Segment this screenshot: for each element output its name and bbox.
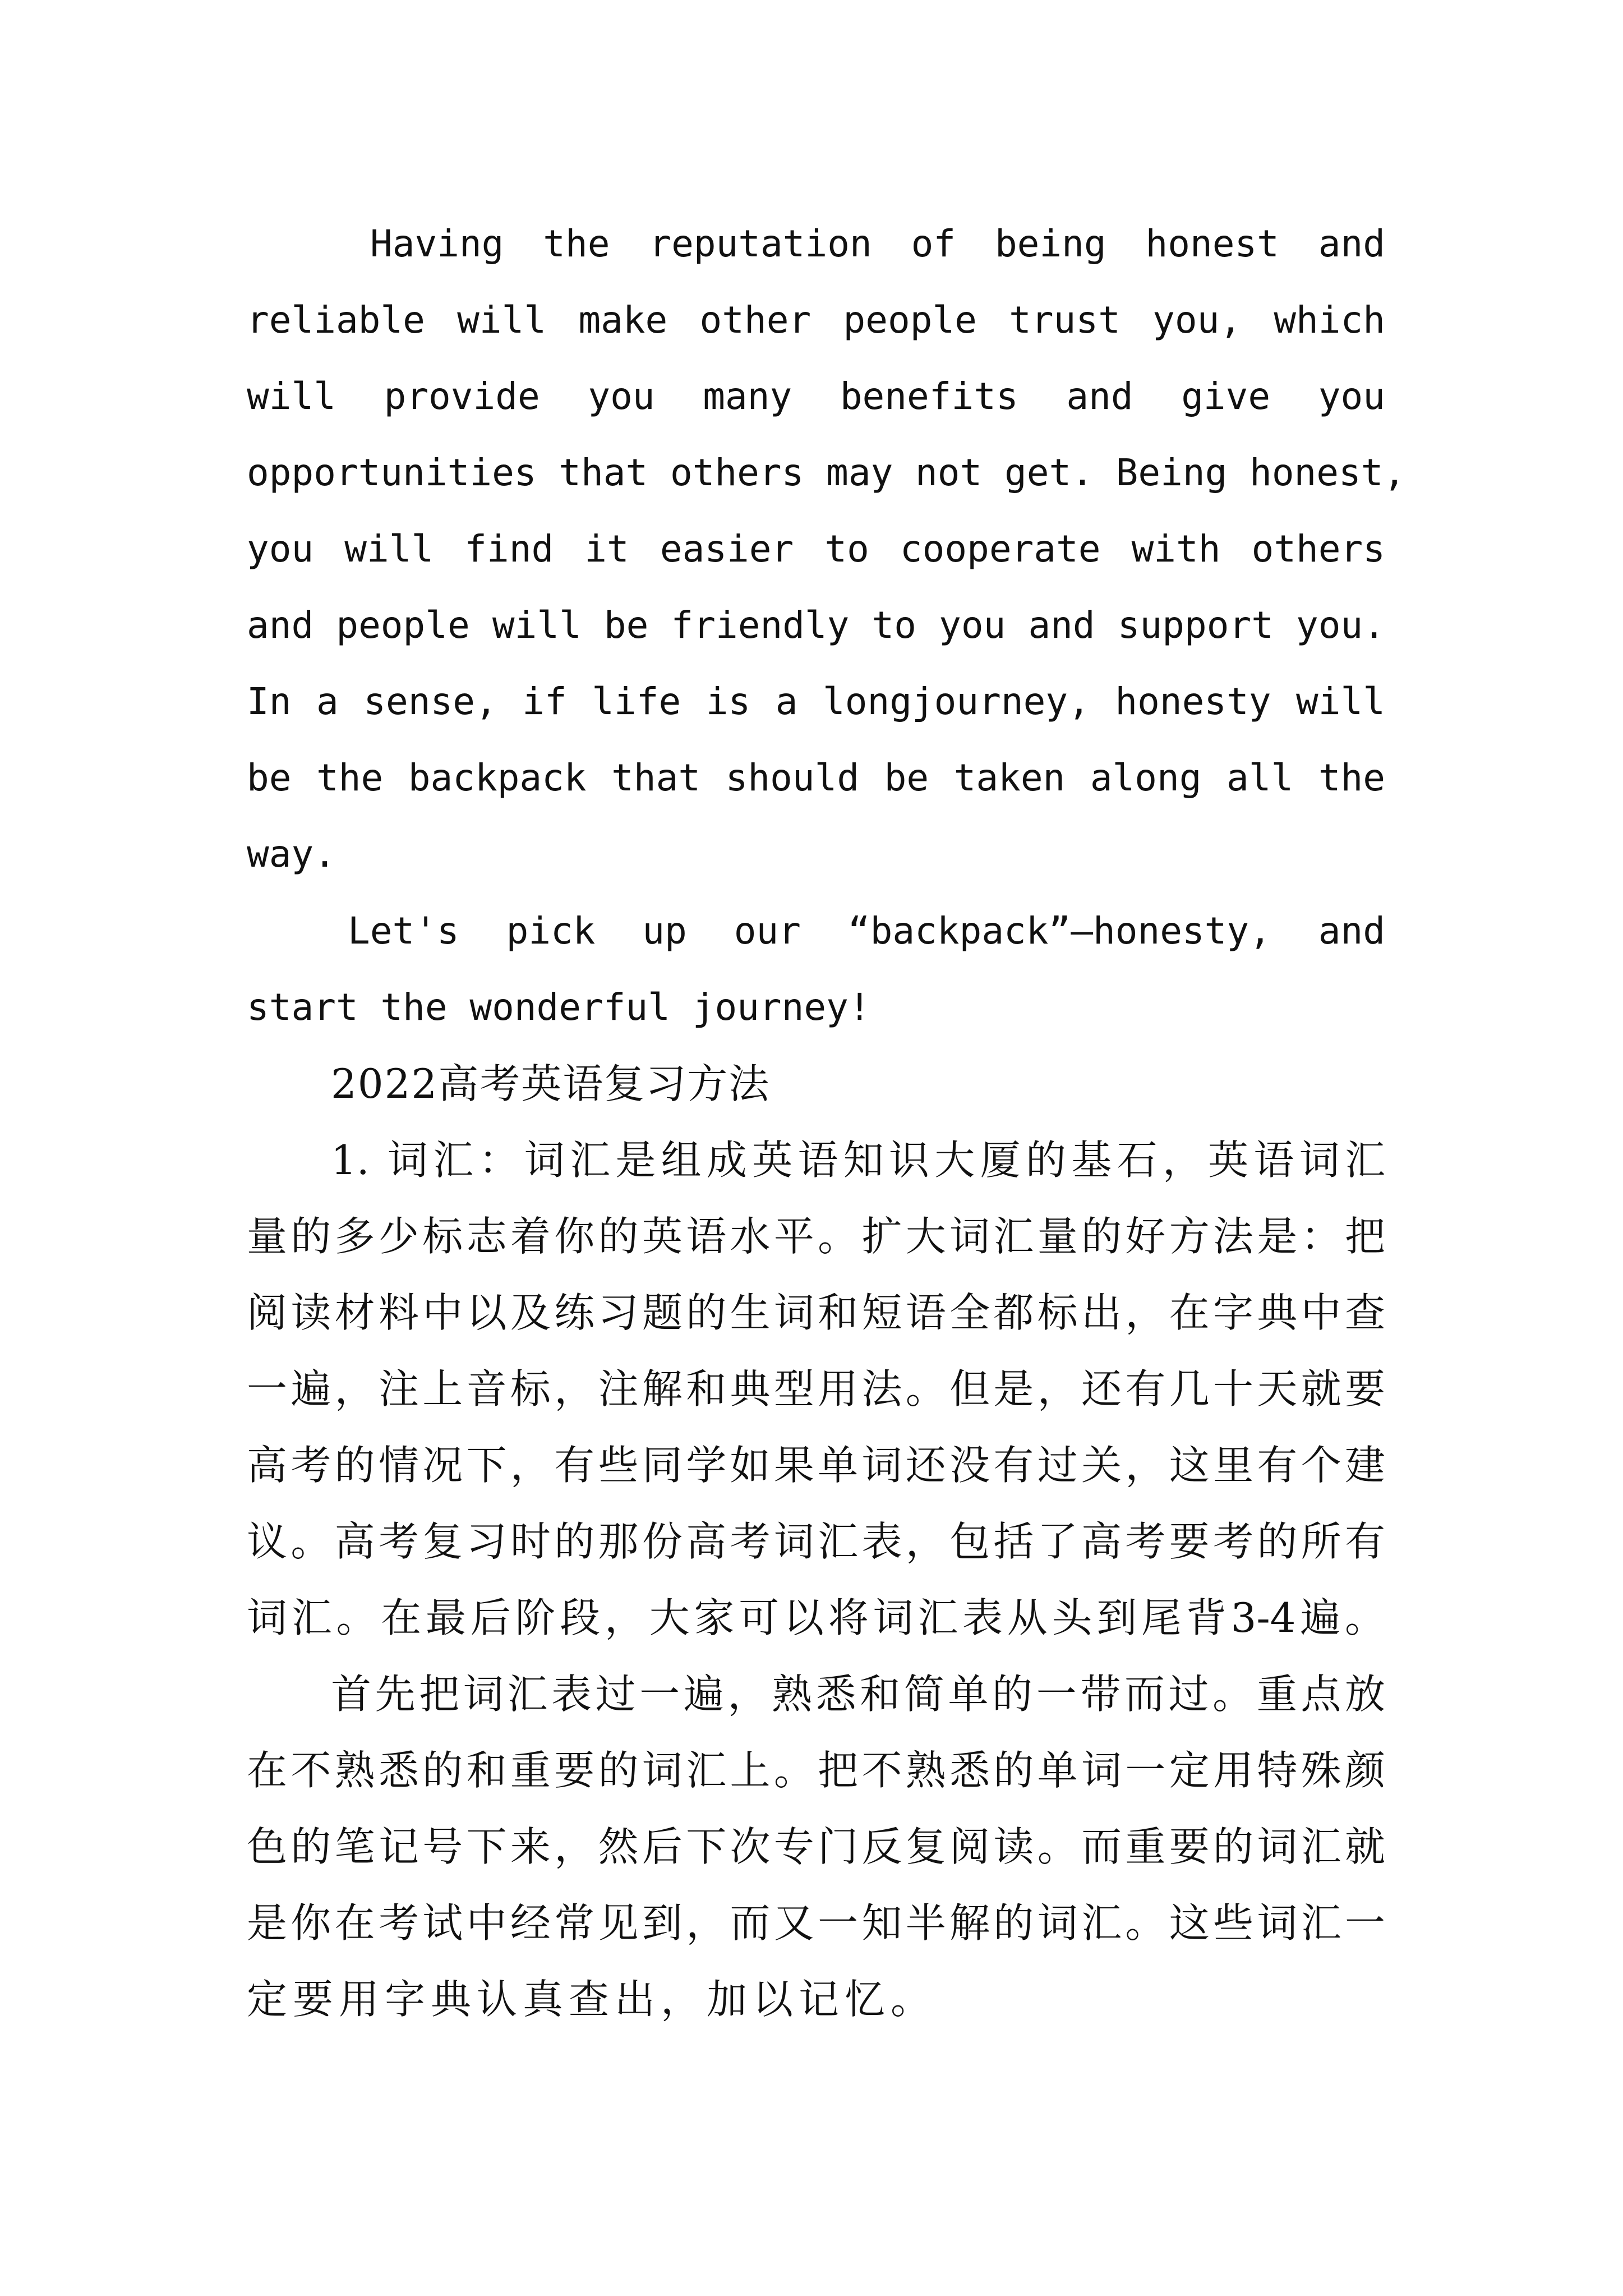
text-line: 词汇。在最后阶段，大家可以将词汇表从头到尾背3-4遍。 xyxy=(247,1594,1385,1641)
text-line: 高考的情况下，有些同学如果单词还没有过关，这里有个建 xyxy=(247,1442,1385,1489)
text-line: reliable will make other people trust you, which xyxy=(247,298,1385,342)
text-line: In a sense, if life is a longjourney, honesty will xyxy=(247,680,1385,723)
text-line: be the backpack that should be taken along all the xyxy=(247,756,1385,799)
text-line: will provide you many benefits and give you xyxy=(247,375,1385,418)
text-line: you will find it easier to cooperate with others xyxy=(247,527,1385,570)
section-heading: 2022高考英语复习方法 xyxy=(331,1060,771,1107)
text-line: 1. 词汇：词汇是组成英语知识大厦的基石，英语词汇 xyxy=(331,1137,1385,1184)
text-line: start the wonderful journey! xyxy=(247,986,871,1029)
text-line: 首先把词汇表过一遍，熟悉和简单的一带而过。重点放 xyxy=(331,1671,1385,1718)
text-line: way. xyxy=(247,832,336,876)
text-line: 色的笔记号下来，然后下次专门反复阅读。而重要的词汇就 xyxy=(247,1823,1385,1870)
text-line: opportunities that others may not get. Being honest, xyxy=(247,451,1406,494)
text-line: 一遍，注上音标，注解和典型用法。但是，还有几十天就要 xyxy=(247,1365,1385,1412)
text-line: Having the reputation of being honest and xyxy=(370,222,1385,265)
text-line: 是你在考试中经常见到，而又一知半解的词汇。这些词汇一 xyxy=(247,1899,1385,1947)
text-line: 定要用字典认真查出，加以记忆。 xyxy=(247,1976,937,2023)
text-line: 阅读材料中以及练习题的生词和短语全都标出，在字典中查 xyxy=(247,1289,1385,1336)
text-line: 议。高考复习时的那份高考词汇表，包括了高考要考的所有 xyxy=(247,1518,1385,1565)
text-line: and people will be friendly to you and support you. xyxy=(247,604,1385,647)
text-line: 在不熟悉的和重要的词汇上。把不熟悉的单词一定用特殊颜 xyxy=(247,1747,1385,1794)
text-line: 量的多少标志着你的英语水平。扩大词汇量的好方法是：把 xyxy=(247,1213,1385,1260)
text-line: Let's pick up our “backpack”—honesty, and xyxy=(348,909,1385,953)
